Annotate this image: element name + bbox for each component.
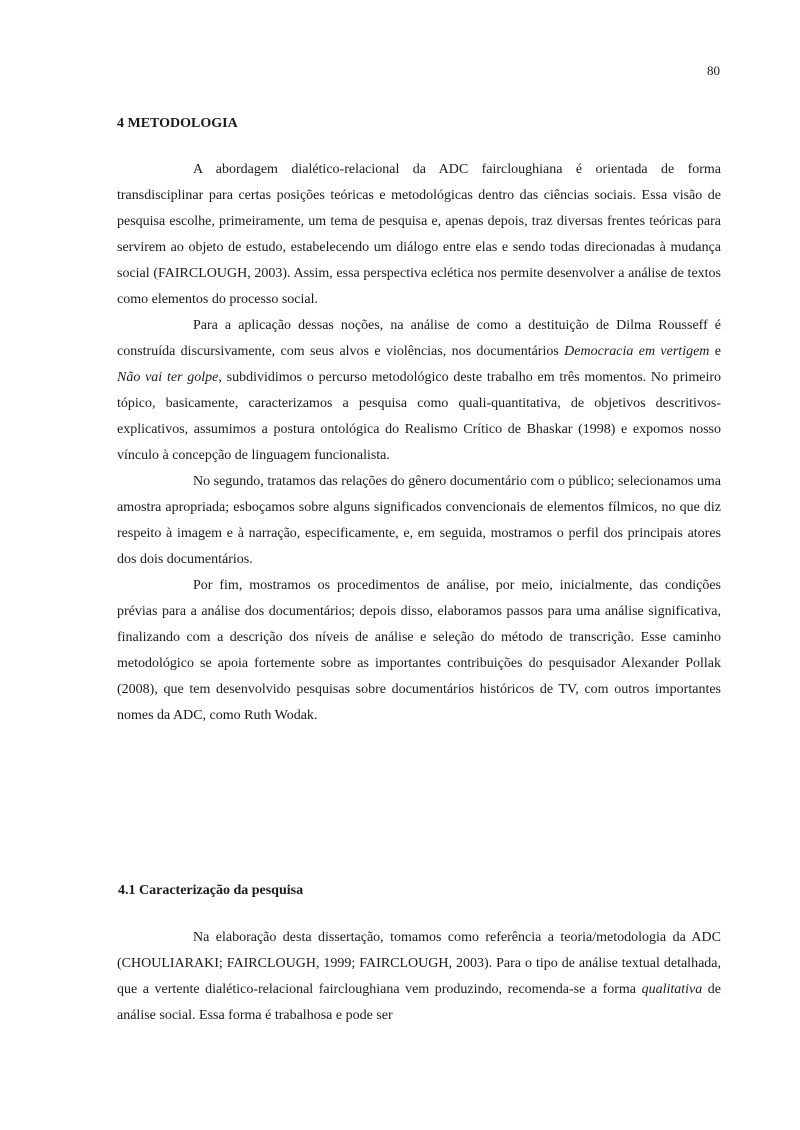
subsection-body: [117, 925, 721, 1029]
paragraph-2: [117, 313, 721, 469]
paragraph-3: No segundo, tratamos das relações do gênero documentário com o público; selecionamos uma amostra apropriada; esboçamos sobre alguns significados convencionais de elementos fílmicos, no que diz respeito à imagem e à narração, especificamente, e, em seguida, mostramos o perfil dos principais atores dos dois documentários.: [117, 474, 721, 567]
section-heading: 4 METODOLOGIA: [117, 116, 238, 131]
paragraph-2-text-c: , subdividimos o percurso metodológico deste trabalho em três momentos. No primeiro tópico, basicamente, caracterizamos a pesquisa como quali-quantitativa, de objetivos descritivos-explicativos, assumimos a postura ontológica do Realismo Crítico de Bhaskar (1998) e expomos nosso vínculo à concepção de linguagem funcionalista.: [117, 370, 721, 463]
subsection-text-a: Na elaboração desta dissertação, tomamos como referência a teoria/metodologia da ADC (CHOULIARAKI; FAIRCLOUGH, 1999; FAIRCLOUGH, 2003). Para o tipo de análise textual detalhada, que a vertente dialético-relacional faircloughiana vem produzindo, recomenda-se a forma: [117, 930, 721, 997]
page-number: 80: [707, 63, 720, 78]
documentary-title-1: Democracia em vertigem: [564, 344, 710, 359]
subsection-paragraph-1: [117, 925, 721, 1029]
paragraph-1: A abordagem dialético-relacional da ADC faircloughiana é orientada de forma transdisciplinar para certas posições teóricas e metodológicas dentro das ciências sociais. Essa visão de pesquisa escolhe, primeiramente, um tema de pesquisa e, apenas depois, traz diversas frentes teóricas para servirem ao objeto de estudo, estabelecendo um diálogo entre elas e sendo todas direcionadas à mudança social (FAIRCLOUGH, 2003). Assim, essa perspectiva eclética nos permite desenvolver a análise de textos como elementos do processo social.: [117, 162, 721, 307]
paragraph-2-text-a: Para a aplicação dessas noções, na análise de como a destituição de Dilma Rousseff é construída discursivamente, com seus alvos e violências, nos documentários: [117, 318, 721, 359]
emphasis-qualitativa: qualitativa: [641, 982, 703, 997]
paragraph-2-text-b: e: [709, 344, 721, 359]
subsection-text-b: de análise social. Essa forma é trabalhosa e pode ser: [117, 982, 721, 1023]
subsection-heading: 4.1 Caracterização da pesquisa: [118, 883, 304, 898]
section-body: [117, 157, 721, 729]
paragraph-4: Por fim, mostramos os procedimentos de análise, por meio, inicialmente, das condições prévias para a análise dos documentários; depois disso, elaboramos passos para uma análise significativa, finalizando com a descrição dos níveis de análise e seleção do método de transcrição. Esse caminho metodológico se apoia fortemente sobre as importantes contribuições do pesquisador Alexander Pollak (2008), que tem desenvolvido pesquisas sobre documentários históricos de TV, com outros importantes nomes da ADC, como Ruth Wodak.: [117, 578, 721, 723]
documentary-title-2: Não vai ter golpe: [117, 370, 219, 385]
